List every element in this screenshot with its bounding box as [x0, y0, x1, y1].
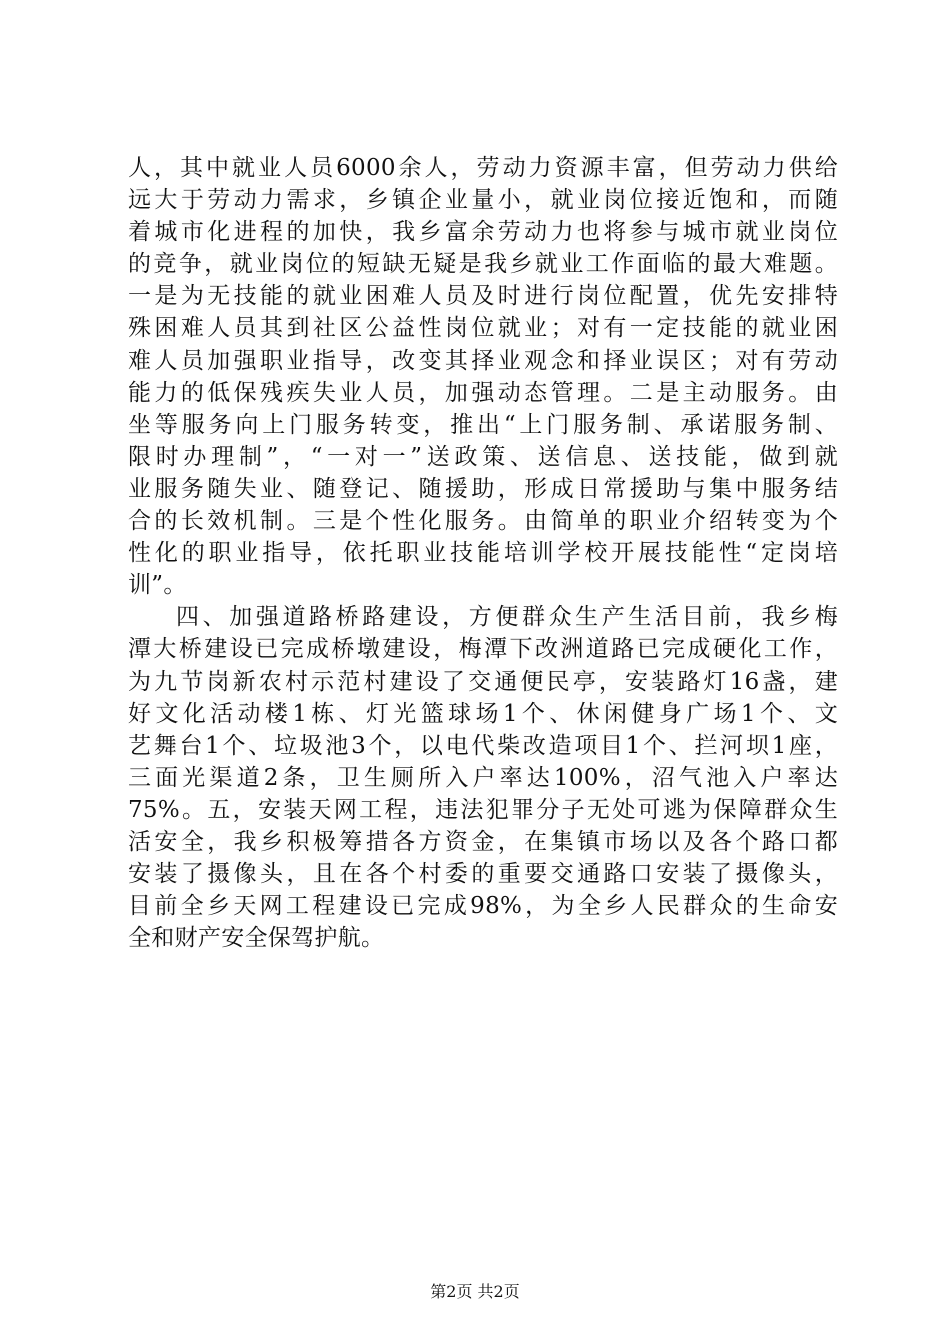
page-footer: 第2页 共2页 [430, 1282, 520, 1301]
text-line: 合的长效机制。三是个性化服务。由简单的职业介绍转变为个 [128, 508, 838, 535]
text-line: 能力的低保残疾失业人员，加强动态管理。二是主动服务。由 [128, 379, 838, 406]
text-line: 业服务随失业、随登记、随援助，形成日常援助与集中服务结 [128, 475, 838, 502]
text-line: 着城市化进程的加快，我乡富余劳动力也将参与城市就业岗位 [128, 219, 838, 246]
text-line: 全和财产安全保驾护航。 [128, 925, 385, 952]
text-line: 人，其中就业人员6000余人，劳动力资源丰富，但劳动力供给 [128, 155, 838, 181]
text-line: 活安全，我乡积极筹措各方资金，在集镇市场以及各个路口都 [128, 828, 838, 855]
text-line: 一是为无技能的就业困难人员及时进行岗位配置，优先安排特 [128, 283, 838, 310]
body-text [128, 152, 838, 954]
text-line: 目前全乡天网工程建设已完成98%，为全乡人民群众的生命安 [128, 893, 838, 920]
text-line: 安装了摄像头，且在各个村委的重要交通路口安装了摄像头， [128, 861, 838, 888]
text-line: 艺舞台1个、垃圾池3个，以电代柴改造项目1个、拦河坝1座， [128, 732, 838, 759]
text-line: 潭大桥建设已完成桥墩建设，梅潭下改洲道路已完成硬化工作， [128, 636, 838, 663]
text-line: 三面光渠道2条，卫生厕所入户率达100%，沼气池入户率达 [128, 764, 838, 791]
text-line: 难人员加强职业指导，改变其择业观念和择业误区；对有劳动 [128, 347, 838, 374]
text-line: 好文化活动楼1栋、灯光篮球场1个、休闲健身广场1个、文 [128, 700, 838, 727]
text-line: 训”。 [128, 572, 187, 599]
text-line: 75%。五，安装天网工程，违法犯罪分子无处可逃为保障群众生 [128, 796, 838, 823]
text-line: 为九节岗新农村示范村建设了交通便民亭，安装路灯16盏，建 [128, 668, 838, 695]
paragraph-first-line: 四、加强道路桥路建设，方便群众生产生活目前，我乡梅 [176, 604, 838, 631]
text-line: 殊困难人员其到社区公益性岗位就业；对有一定技能的就业困 [128, 315, 838, 342]
text-line: 坐等服务向上门服务转变，推出“上门服务制、承诺服务制、 [128, 411, 838, 438]
text-line: 的竞争，就业岗位的短缺无疑是我乡就业工作面临的最大难题。 [128, 251, 838, 278]
text-line: 性化的职业指导，依托职业技能培训学校开展技能性“定岗培 [128, 540, 838, 567]
text-line: 远大于劳动力需求，乡镇企业量小，就业岗位接近饱和，而随 [128, 187, 838, 214]
text-line: 限时办理制”，“一对一”送政策、送信息、送技能，做到就 [128, 443, 838, 470]
